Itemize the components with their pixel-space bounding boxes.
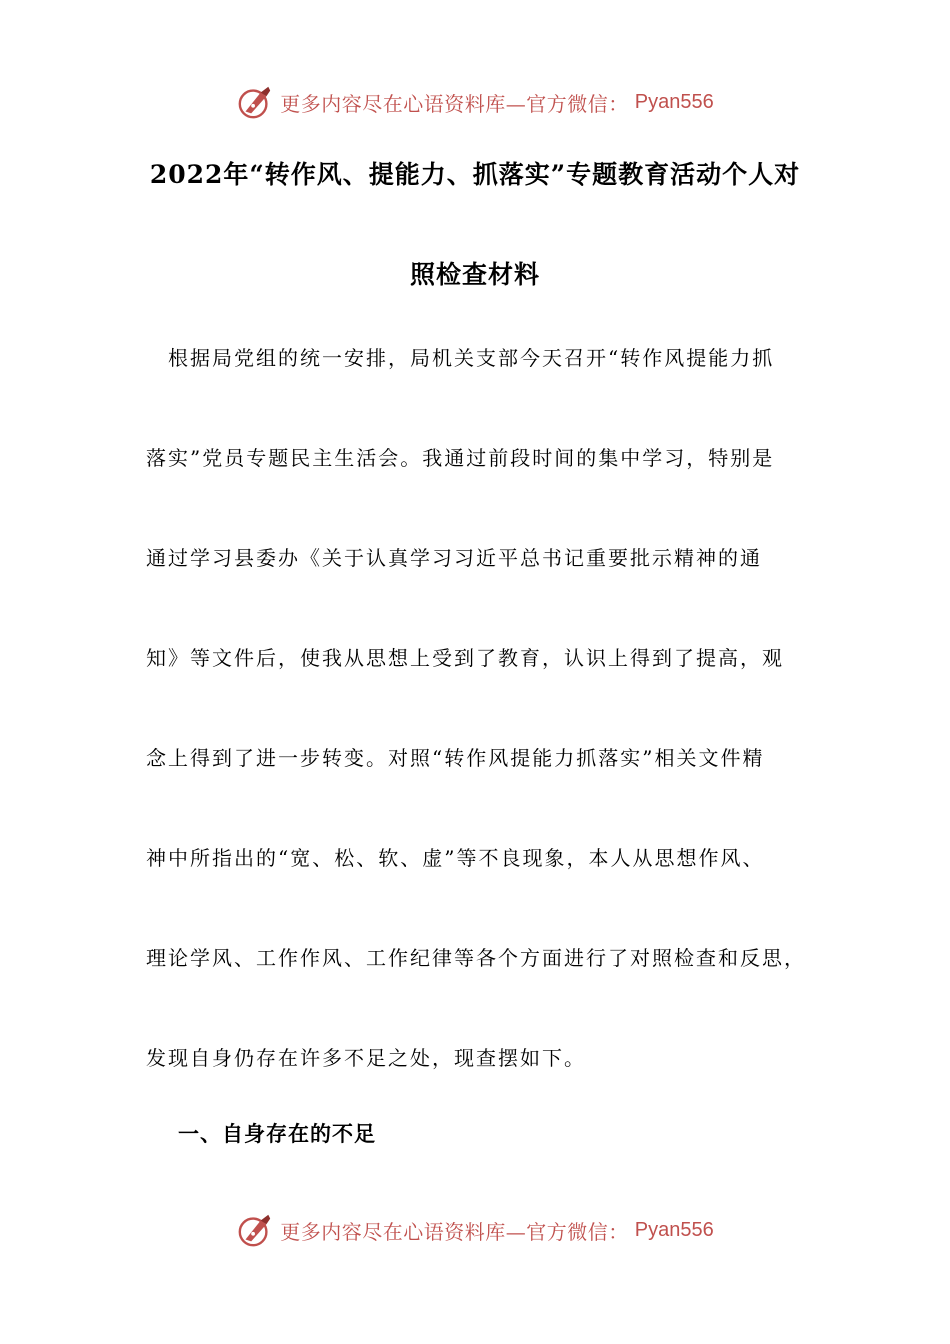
paragraph-line: 知》等文件后，使我从思想上受到了教育，认识上得到了提高，观 (146, 646, 784, 670)
paragraph-line: 发现自身仍存在许多不足之处，现查摆如下。 (146, 1046, 586, 1070)
document-title-line-1: 2022年“转作风、提能力、抓落实”专题教育活动个人对 (149, 160, 801, 189)
watermark-text: 更多内容尽在心语资料库—官方微信： (280, 91, 629, 116)
pen-nib-circle-icon (236, 83, 274, 121)
watermark-handle: Pyan556 (634, 1218, 714, 1241)
document-title-line-2: 照检查材料 (409, 260, 540, 289)
section-heading: 一、自身存在的不足 (178, 1121, 376, 1146)
paragraph-line: 通过学习县委办《关于认真学习习近平总书记重要批示精神的通 (146, 546, 762, 570)
watermark-header (0, 82, 950, 122)
paragraph-line: 念上得到了进一步转变。对照“转作风提能力抓落实”相关文件精 (146, 746, 765, 770)
paragraph-line: 神中所指出的“宽、松、软、虚”等不良现象，本人从思想作风、 (146, 846, 765, 870)
paragraph-line: 落实”党员专题民主生活会。我通过前段时间的集中学习，特别是 (146, 446, 775, 470)
paragraph-line: 理论学风、工作作风、工作纪律等各个方面进行了对照检查和反思， (146, 946, 806, 970)
paragraph-line: 根据局党组的统一安排，局机关支部今天召开“转作风提能力抓 (146, 346, 775, 370)
pen-nib-circle-icon (236, 1211, 274, 1249)
watermark-footer (0, 1210, 950, 1250)
watermark-handle: Pyan556 (634, 90, 714, 113)
watermark-text: 更多内容尽在心语资料库—官方微信： (280, 1219, 629, 1244)
